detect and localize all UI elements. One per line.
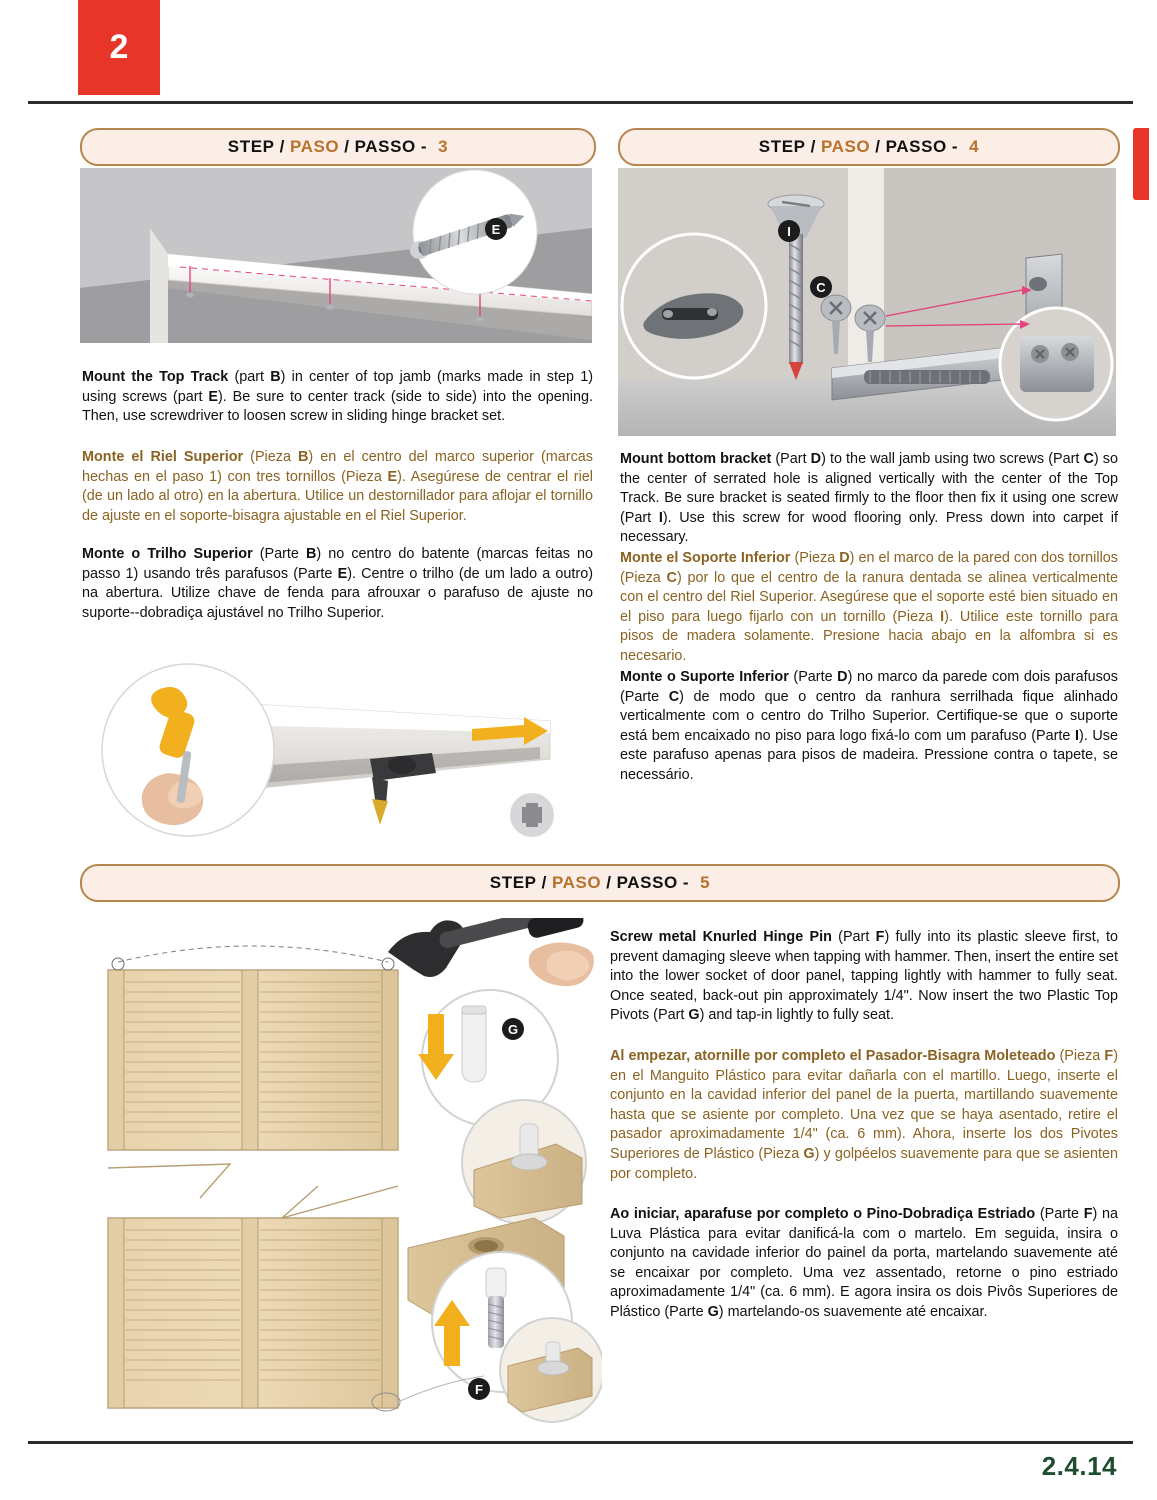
- step-3-text-es: Monte el Riel Superior (Pieza B) en el centro del marco superior (marcas hechas en el paso 1) con tres tornillos (Pieza E). Asegúrese de centrar el riel (de un lado al otro) en la abertura. Utilice un destornillador para aflojar el tornillo de ajuste en el soporte-bisagra ajustable en el Riel Superior.: [82, 449, 593, 524]
- hinge-pin-illustration-svg: [82, 918, 602, 1428]
- step-label-en: STEP: [489, 873, 537, 892]
- top-track-illustration-svg: [80, 168, 592, 343]
- step-label-pt: PASSO: [616, 873, 678, 892]
- step-5-text-pt: Ao iniciar, aparafuse por completo o Pino-Dobradiça Estriado (Parte F) na Luva Plástica para evitar danificá-la com o martelo. Em seguida, insira o conjunto na cavidade inferior do painel da porta, martelando suavemente até se encaixar por completo. Uma vez assentado, retorne o pino estriado aproximadamente 1/4" (ca. 6 mm). E agora insira os dois Pivôs Superiores de Plástico (Parte G) martelando-os suavemente até encaixar.: [610, 1206, 1118, 1320]
- step-label-en: STEP: [227, 137, 275, 156]
- step-3-banner: [80, 128, 596, 166]
- step-5-text-en: Screw metal Knurled Hinge Pin (Part F) fully into its plastic sleeve first, to prevent damaging sleeve when tapping with hammer. Then, insert the entire set into the lower socket of door panel, tapping lightly with hammer to fully seat. Once seated, back-out pin approximately 1/4". Now insert the two Plastic Top Pivots (Part G) and tap-in lightly to fully seat.: [610, 929, 1118, 1024]
- bottom-divider: [28, 1441, 1133, 1444]
- banner-dash: -: [951, 137, 959, 156]
- step-4-text-en: Mount bottom bracket (Part D) to the wall jamb using two screws (Part C) so the center of serrated hole is aligned vertically with the center of the Top Track. Be sure bracket is seated firmly to the floor then fix it using one screw (Part I). Use this screw for wood flooring only. Press down into carpet if necessary.: [620, 451, 1118, 546]
- hinge-pin-installation-illustration: [82, 918, 602, 1428]
- part-badge-G: G: [502, 1018, 524, 1040]
- banner-separator-1: /: [541, 873, 547, 892]
- step-label-es: PASO: [820, 137, 871, 156]
- step-label-es: PASO: [551, 873, 602, 892]
- step-5-text-es: Al empezar, atornille por completo el Pasador-Bisagra Moleteado (Pieza F) en el Manguito Plástico para evitar dañarla con el martillo. Luego, inserte el conjunto en la cavidad inferior del panel de la puerta, martillando suavemente hasta que se asiente por completo. Una vez que se haya asentado, retire el pasador aproximadamente 1/4" (ca. 6 mm). Ahora, inserte los dos Pivotes Superiores de Plástico (Pieza G) y golpéelos suavemente para que se asienten por completo.: [610, 1048, 1118, 1182]
- step-5-number: 5: [700, 873, 711, 892]
- step-4-banner: [618, 128, 1120, 166]
- step-5-banner: [80, 864, 1120, 902]
- banner-dash: -: [682, 873, 690, 892]
- chapter-number-tab: 2: [78, 0, 160, 95]
- top-divider: [28, 101, 1133, 104]
- step-label-pt: PASSO: [885, 137, 947, 156]
- page-code: 2.4.14: [1041, 1451, 1117, 1481]
- banner-separator-1: /: [810, 137, 816, 156]
- part-badge-C: C: [810, 276, 832, 298]
- bottom-bracket-mounting-illustration: [618, 168, 1116, 436]
- top-track-mounting-illustration: [80, 168, 592, 343]
- part-badge-I: I: [778, 220, 800, 242]
- right-edge-tab: [1133, 128, 1149, 200]
- part-badge-E: E: [485, 218, 507, 240]
- step-3-text-en: Mount the Top Track (part B) in center of top jamb (marks made in step 1) using screws (part E). Be sure to center track (side to side) into the opening. Then, use screwdriver to loosen screw in sliding hinge bracket set.: [82, 369, 593, 425]
- step-4-text-es: Monte el Soporte Inferior (Pieza D) en el marco de la pared con dos tornillos (Pieza C) por lo que el centro de la ranura dentada se alinea verticalmente con el centro del Riel Superior. Asegúrese que el soporte esté bien situado en el piso para luego fijarlo con un tornillo (Pieza I). Utilice este tornillo para pisos de madera solamente. Presione hacia abajo en la alfombra si es necesario.: [620, 550, 1118, 664]
- banner-separator-2: /: [606, 873, 612, 892]
- step-4-text-pt: Monte o Suporte Inferior (Parte D) no marco da parede com dois parafusos (Parte C) de modo que o centro da ranhura serrilhada fique alinhado verticalmente com o centro do Trilho Superior. Certifique-se que o suporte está bem encaixado no piso para logo fixá-lo com um parafuso (Parte I). Use este parafuso apenas para pisos de madeira. Pressione contra o tapete, se necessário.: [620, 669, 1119, 783]
- step-3-number: 3: [438, 137, 449, 156]
- step-label-pt: PASSO: [354, 137, 416, 156]
- step-4-number: 4: [969, 137, 980, 156]
- banner-dash: -: [420, 137, 428, 156]
- bottom-bracket-illustration-svg: [618, 168, 1116, 436]
- step-label-en: STEP: [758, 137, 806, 156]
- step-3-text-pt: Monte o Trilho Superior (Parte B) no centro do batente (marcas feitas no passo 1) usando três parafusos (Parte E). Centre o trilho (de um lado a outro) na abertura. Utilize chave de fenda para afrouxar o parafuso de ajuste no suporte--dobradiça ajustável no Trilho Superior.: [82, 546, 593, 621]
- screwdriver-loosen-screw-illustration: [80, 655, 592, 845]
- step-label-es: PASO: [289, 137, 340, 156]
- part-badge-F: F: [468, 1378, 490, 1400]
- banner-separator-2: /: [875, 137, 881, 156]
- banner-separator-2: /: [344, 137, 350, 156]
- banner-separator-1: /: [279, 137, 285, 156]
- screwdriver-illustration-svg: [80, 655, 592, 845]
